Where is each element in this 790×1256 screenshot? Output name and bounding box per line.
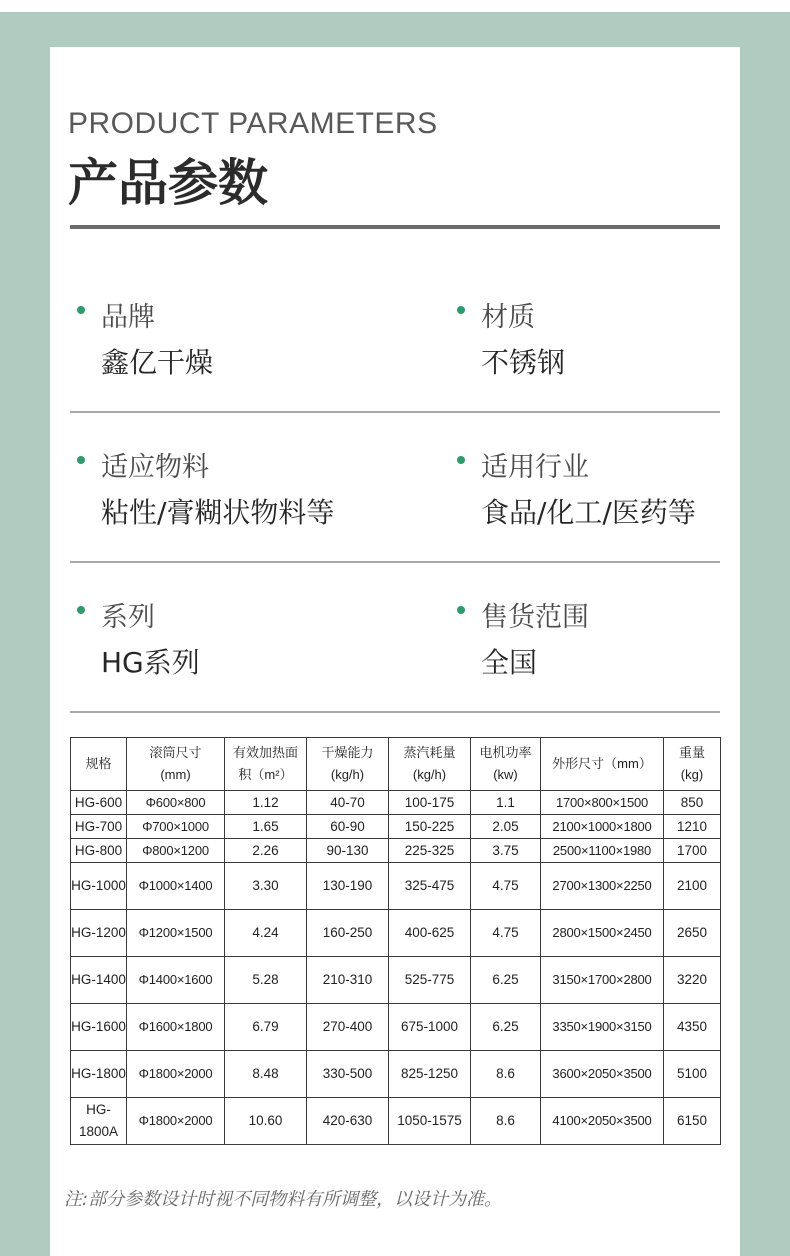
table-cell: Φ1200×1500 — [127, 910, 225, 957]
param-label: 售货范围 — [481, 602, 589, 633]
table-cell: Φ1800×2000 — [127, 1051, 225, 1098]
table-cell: 1700×800×1500 — [541, 791, 664, 815]
column-header — [307, 738, 389, 791]
table-cell: 2650 — [664, 910, 721, 957]
table-cell: 2500×1100×1980 — [541, 839, 664, 863]
table-row — [71, 815, 721, 839]
param-value: 粘性/膏糊状物料等 — [101, 496, 335, 529]
table-cell: 40-70 — [307, 791, 389, 815]
table-cell: Φ800×1200 — [127, 839, 225, 863]
table-cell: Φ1800×2000 — [127, 1098, 225, 1145]
header-text: (kg/h) — [412, 767, 447, 782]
row-divider — [70, 711, 720, 713]
column-header — [541, 738, 664, 791]
param-sales-area — [450, 563, 760, 713]
column-header — [471, 738, 541, 791]
table-cell: 6.25 — [471, 1004, 541, 1051]
table-row — [71, 1098, 721, 1145]
table-cell: HG-600 — [71, 791, 127, 815]
header-text: (kg/h) — [330, 767, 365, 782]
header-text: 规格 — [85, 756, 112, 771]
table-cell: HG-1200 — [71, 910, 127, 957]
bullet-icon — [77, 606, 85, 614]
header-text: (kg) — [680, 767, 704, 782]
table-cell: 3600×2050×3500 — [541, 1051, 664, 1098]
header-text: 有效加热面 — [232, 745, 298, 760]
table-cell: 420-630 — [307, 1098, 389, 1145]
table-cell: 100-175 — [389, 791, 471, 815]
param-label: 适用行业 — [481, 452, 589, 483]
table-row — [71, 863, 721, 910]
table-cell: 6150 — [664, 1098, 721, 1145]
table-cell: HG-800 — [71, 839, 127, 863]
param-label: 系列 — [101, 602, 155, 633]
param-row-3 — [70, 563, 720, 713]
table-cell: 1210 — [664, 815, 721, 839]
header-text: (kw) — [493, 767, 518, 782]
column-header — [225, 738, 307, 791]
table-row — [71, 791, 721, 815]
column-header — [71, 738, 127, 791]
table-cell: 4.24 — [225, 910, 307, 957]
column-header — [389, 738, 471, 791]
bullet-icon — [77, 306, 85, 314]
table-cell: HG-1800A — [71, 1098, 127, 1145]
table-cell: 325-475 — [389, 863, 471, 910]
column-header — [127, 738, 225, 791]
param-value: 鑫亿干燥 — [101, 346, 214, 379]
param-value: 全国 — [481, 646, 538, 679]
header-text: 电机功率 — [479, 745, 532, 760]
table-cell: 2.05 — [471, 815, 541, 839]
table-cell: 8.48 — [225, 1051, 307, 1098]
footnote: 注:部分参数设计时视不同物料有所调整，以设计为准。 — [64, 1189, 503, 1210]
bullet-icon — [457, 456, 465, 464]
table-cell: 8.6 — [471, 1051, 541, 1098]
param-value: HG系列 — [101, 646, 200, 679]
table-cell: 1.12 — [225, 791, 307, 815]
table-cell: 850 — [664, 791, 721, 815]
table-cell: HG-1600 — [71, 1004, 127, 1051]
table-cell: 525-775 — [389, 957, 471, 1004]
table-cell: 3350×1900×3150 — [541, 1004, 664, 1051]
page-title-en: PRODUCT PARAMETERS — [68, 107, 438, 140]
table-cell: 3220 — [664, 957, 721, 1004]
table-cell: 2100 — [664, 863, 721, 910]
table-cell: 210-310 — [307, 957, 389, 1004]
table-header — [71, 738, 721, 791]
table-cell: 4.75 — [471, 910, 541, 957]
column-header — [664, 738, 721, 791]
table-row — [71, 1004, 721, 1051]
bullet-icon — [457, 306, 465, 314]
table-cell: 5100 — [664, 1051, 721, 1098]
table-cell: 5.28 — [225, 957, 307, 1004]
content-card — [50, 47, 740, 1256]
table-cell: 60-90 — [307, 815, 389, 839]
table-cell: 400-625 — [389, 910, 471, 957]
param-series — [70, 563, 380, 713]
table-cell: 2.26 — [225, 839, 307, 863]
table-cell: 130-190 — [307, 863, 389, 910]
table-body — [71, 791, 721, 1145]
table-cell: 2800×1500×2450 — [541, 910, 664, 957]
table-cell: 330-500 — [307, 1051, 389, 1098]
param-row-2 — [70, 413, 720, 563]
table-cell: Φ1400×1600 — [127, 957, 225, 1004]
table-cell: 270-400 — [307, 1004, 389, 1051]
param-value: 食品/化工/医药等 — [481, 496, 696, 529]
table-cell: 225-325 — [389, 839, 471, 863]
header-text: 外形尺寸（mm） — [552, 756, 652, 771]
table-cell: 10.60 — [225, 1098, 307, 1145]
title-divider — [70, 225, 720, 229]
table-cell: 2100×1000×1800 — [541, 815, 664, 839]
table-cell: 1.1 — [471, 791, 541, 815]
param-brand — [70, 263, 380, 413]
table-cell: HG-700 — [71, 815, 127, 839]
param-label: 适应物料 — [101, 452, 209, 483]
bullet-icon — [77, 456, 85, 464]
table-cell: Φ600×800 — [127, 791, 225, 815]
param-row-1 — [70, 263, 720, 413]
table-cell: HG-1400 — [71, 957, 127, 1004]
table-cell: 3.75 — [471, 839, 541, 863]
table-cell: 1.65 — [225, 815, 307, 839]
header-text: (mm) — [160, 767, 191, 782]
table-cell: 1700 — [664, 839, 721, 863]
table-cell: 8.6 — [471, 1098, 541, 1145]
table-cell: 6.25 — [471, 957, 541, 1004]
table-cell: Φ1000×1400 — [127, 863, 225, 910]
table-cell: 160-250 — [307, 910, 389, 957]
table-row — [71, 910, 721, 957]
table-row — [71, 839, 721, 863]
param-industry — [450, 413, 760, 563]
table-cell: HG-1800 — [71, 1051, 127, 1098]
table-cell: 90-130 — [307, 839, 389, 863]
top-band — [0, 0, 790, 12]
table-cell: 1050-1575 — [389, 1098, 471, 1145]
table-row — [71, 957, 721, 1004]
param-applicable-material — [70, 413, 380, 563]
param-value: 不锈钢 — [481, 346, 566, 379]
header-text: 重量 — [678, 745, 705, 760]
table-cell: 4.75 — [471, 863, 541, 910]
table-cell: Φ1600×1800 — [127, 1004, 225, 1051]
page-title: 产品参数 — [68, 154, 268, 212]
bullet-icon — [457, 606, 465, 614]
header-text: 蒸汽耗量 — [403, 745, 456, 760]
table-cell: 6.79 — [225, 1004, 307, 1051]
table-cell: 2700×1300×2250 — [541, 863, 664, 910]
header-text: 滚筒尺寸 — [149, 745, 202, 760]
header-text: 积（m²） — [238, 767, 293, 782]
table-cell: 4350 — [664, 1004, 721, 1051]
table-cell: Φ700×1000 — [127, 815, 225, 839]
header-text: 干燥能力 — [321, 745, 374, 760]
param-material — [450, 263, 760, 413]
table-cell: 4100×2050×3500 — [541, 1098, 664, 1145]
table-cell: 3.30 — [225, 863, 307, 910]
table-row — [71, 1051, 721, 1098]
param-label: 材质 — [481, 302, 535, 333]
spec-table — [70, 737, 721, 1145]
table-cell: 150-225 — [389, 815, 471, 839]
table-cell: 825-1250 — [389, 1051, 471, 1098]
table-cell: 3150×1700×2800 — [541, 957, 664, 1004]
param-label: 品牌 — [101, 302, 155, 333]
table-cell: HG-1000 — [71, 863, 127, 910]
table-cell: 675-1000 — [389, 1004, 471, 1051]
